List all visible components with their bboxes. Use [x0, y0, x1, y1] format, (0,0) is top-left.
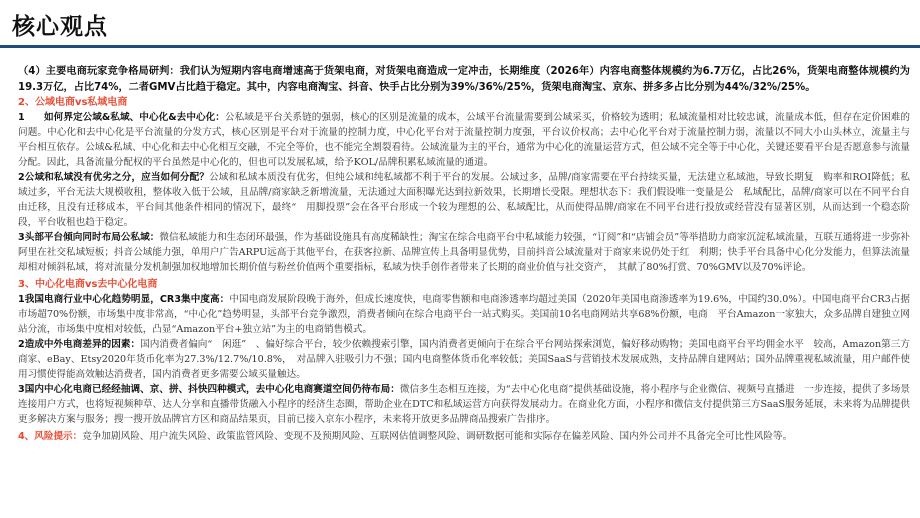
section-heading-centralized: 3、中心化电商vs去中心化电商 [18, 279, 158, 290]
paragraph-text: 中国电商发展阶段晚于海外，但成长速度快，电商零售额和电商渗透率均超过美国（2020年美国电商渗透率为19.6%，中国约30.0%）。中国电商平台CR3占据市场超70%份额，市场集中度非常高，“中心化”趋势明显，头部平台竞争激烈，消费者倾向在综合电商平台一站式购买。美国前10名电商网站共享68%份额，电商 平台Amazon一家独大，众多品牌自建独立网站分流，市场集中度相对较低，凸显“Amazon平台+独立站”为主的电商销售模式。 [18, 294, 910, 335]
paragraph-public-private-definition [18, 110, 910, 170]
paragraph-lead: 1我国电商行业中心化趋势明显，CR3集中度高： [18, 294, 230, 305]
paragraph-text: 公域和私域本质没有优劣，但纯公域和纯私域都不利于平台的发展。公域过多，品牌/商家需要在平台持续买量，无法建立私域池，导致长期复 购率和ROI降低；私域过多，平台无法大规模收租，整体收入低于公域，且品牌/商家缺乏新增流量，无法通过大面积曝光达到拉新效果，长期增长受限。理想状态下：我们假设唯一变量是公 私域配比，品牌/商家可以在不同平台自由迁移，且没有迁移成本，平台间其他条件相同的情况下，最终“ 用脚投票”会在各平台形成一个较为理想的公、私域配比，从而使得品牌/商家在不同平台进行投放或经营没有显著区别，从而达到一个稳态阶段，平台收租也趋于稳定。 [18, 172, 910, 228]
paragraph-text: 微信多生态相互连接，为“去中心化电商”提供基础设施，将小程序与企业微信、视频号直播进 一步连接，提供了多场景连接用户方式，也将短视频种草、达人分享和直播带货融入小程序的经济生态圈，帮助企业在DTC和私域运营方向获得发展动力。在商业化方面，小程序和微信支付提供第三方SaaS服务延展，未来将为品牌提供更多解决方案与服务；搜一搜开放品牌官方区和商品结果页，目前已接入京东小程序，未来将开放更多品牌商品搜索广告排序。 [18, 384, 910, 425]
content-body [18, 64, 910, 444]
paragraph-lead: 1 如何界定公域&私域、中心化&去中心化： [18, 112, 225, 123]
paragraph-text: 微信私域能力和生态闭环最强，作为基础设施具有高度稀缺性；淘宝在综合电商平台中私域能力较强，“订阅”和“店铺会员”等举措助力商家沉淀私域流量，互联互通将进一步弥补阿里在社交私域短板；抖音公域能力强，单用户广告ARPU远高于其他平台，在获客拉新、品牌宣传上具备明显优势，目前抖音公域流量对于商家来说仍处于红 利期；快手平台具备中心化分发能力，但算法流量却相对倾斜私域，将对流量分发机制强加权地增加长期价值与粉丝价值两个重要指标，私域为快手创作者带来了长期的商业价值与社交资产， 其献了80%打赏、70%GMV以及70%评论。 [18, 232, 910, 273]
paragraph-lead: 2公域和私域没有优劣之分，应当如何分配？ [18, 172, 210, 183]
title-underline [0, 45, 920, 48]
paragraph-lead: 3头部平台倾向同时布局公私域： [18, 232, 160, 243]
risk-text: 竞争加剧风险、用户流失风险、政策监管风险、变现不及预期风险、互联网估值调整风险、调研数据可能和实际存在偏差风险、国内外公司并不具备完全可比性风险等。 [82, 431, 793, 442]
paragraph-public-private-allocation [18, 170, 910, 230]
paragraph-text: 公私域是平台关系链的强弱，核心的区别是流量的成本，公域平台流量需要到公域采买，价格较为透明；私域流量相对比较忠诚，流量成本低，但存在定价困难的问题。中心化和去中心化是平台流量的分发方式，核心区别是平台对于流量的控制力度，中心化平台对于流量控制力度强，平台议价权高；去中心化平台对于流量控制力弱，流量以不同大小山头林立，流量主与平台相互依存。公域&私域、中心化和去中心化相互交融，不完全等价，也不能完全割裂看待。公域流量为主的平台，通常为中心化的流量运营方式，但公域不完全等于中心化，关键还要看平台是否愿意参与流量分配。因此，具备流量分配权的平台虽然是中心化的，但也可以发展私域，给予KOL/品牌积累私域流量的通道。 [18, 112, 910, 168]
paragraph-centralization-trend [18, 292, 910, 337]
page-title: 核心观点 [12, 14, 108, 40]
paragraph-lead: 3国内中心化电商已经经抽调、京、拼、抖快四种模式，去中心化电商赛道空间仍待布局： [18, 384, 400, 395]
paragraph-lead: 2造成中外电商差异的因素： [18, 339, 141, 350]
paragraph-domestic-foreign-difference [18, 337, 910, 382]
paragraph-decentralized-opportunity [18, 382, 910, 427]
section-heading-public-private: 2、公域电商vs私域电商 [18, 97, 128, 108]
risk-label: 4、风险提示： [18, 431, 83, 442]
intro-paragraph: （4）主要电商玩家竞争格局研判：我们认为短期内容电商增速高于货架电商，对货架电商造成一定冲击，长期维度（2026年）内容电商整体规模约为6.7万亿，占比26%，货架电商整体规模约为19.3万亿，占比74%，二者GMV占比趋于稳定。其中，内容电商淘宝、抖音、快手占比分别为39%/36%/25%，货架电商淘宝、京东、拼多多占比分别为44%/32%/25%。 [18, 66, 910, 93]
risk-warning [18, 429, 910, 444]
paragraph-leading-platforms [18, 230, 910, 275]
paragraph-text: 国内消费者偏向“ 闲逛” 、偏好综合平台，较少依赖搜索引擎，国内消费者更倾向于在综合平台网站探索浏览，偏好移动购物；美国电商平台平均佣金水平 较高，Amazon第三方商家、eBay、Etsy2020年货币化率为27.3%/12.7%/10.8%， 对品牌入驻吸引力不强；国内电商整体货币化率较低；美国SaaS与营销技术发展成熟，支持品牌自建网站；国外品牌重视私域流量，用户邮件使用习惯使得能高效触达消费者，国内消费者更多需要公域买量触达。 [18, 339, 910, 380]
